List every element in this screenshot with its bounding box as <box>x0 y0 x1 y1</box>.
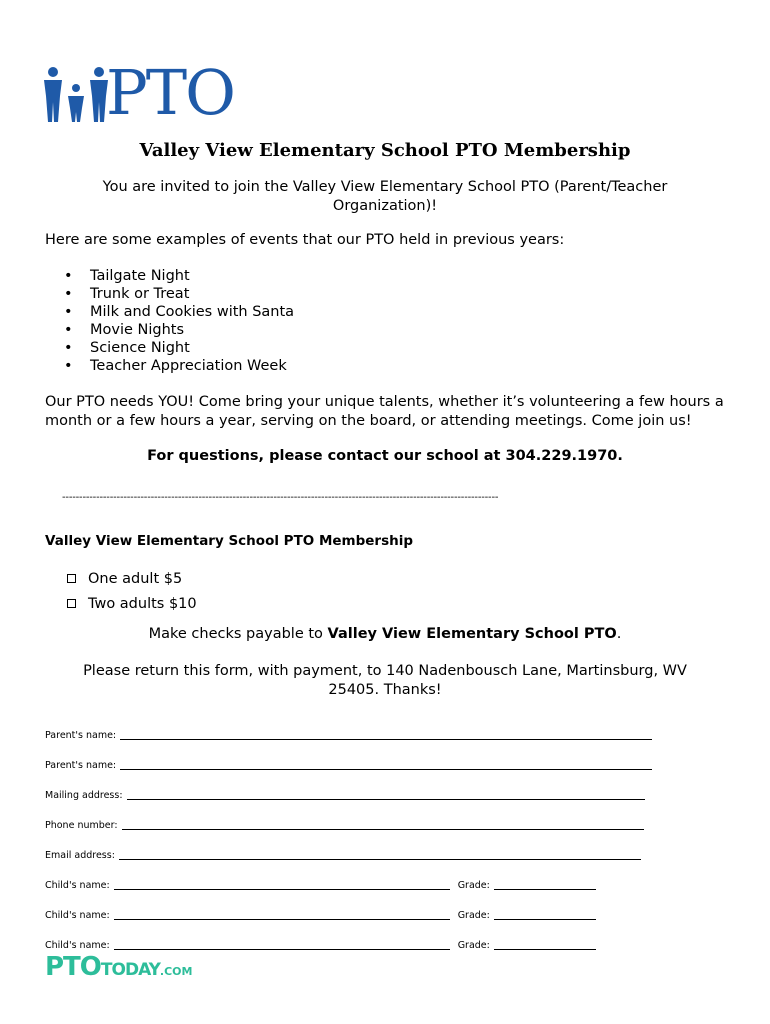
field-label: Mailing address: <box>45 790 123 801</box>
bullet-icon: • <box>64 304 73 320</box>
list-item: • Teacher Appreciation Week <box>45 357 294 375</box>
footer-logo-pto: PTO <box>45 952 101 982</box>
phone-number-input[interactable] <box>122 820 644 830</box>
list-item: • Milk and Cookies with Santa <box>45 303 294 321</box>
payee-name: Valley View Elementary School PTO <box>327 626 617 642</box>
bullet-icon: • <box>64 268 73 284</box>
field-label: Email address: <box>45 850 115 861</box>
phone-number-field[interactable] <box>45 820 652 850</box>
bullet-icon: • <box>64 358 73 374</box>
grade-input[interactable] <box>494 910 596 920</box>
volunteer-paragraph: Our PTO needs YOU! Come bring your unique talents, whether it’s volunteering a few hours a month or a few hours a year, serving on the board, or attending meetings. Come join us! <box>45 394 724 429</box>
return-instructions: Please return this form, with payment, to 140 Nadenbousch Lane, Martinsburg, WV 25405. Thanks! <box>83 663 687 698</box>
family-people-icon <box>44 66 108 124</box>
option-label: One adult $5 <box>88 570 183 587</box>
contact-line: For questions, please contact our school at 304.229.1970. <box>147 448 623 464</box>
list-item: • Trunk or Treat <box>45 285 294 303</box>
option-one-adult[interactable] <box>67 566 197 591</box>
membership-options <box>67 566 197 616</box>
page-title: Valley View Elementary School PTO Membership <box>139 140 631 161</box>
pto-logo <box>44 56 234 129</box>
form-fields <box>45 730 652 970</box>
bullet-icon: • <box>64 322 73 338</box>
list-item: • Tailgate Night <box>45 267 294 285</box>
child-name-input[interactable] <box>114 880 450 890</box>
email-address-input[interactable] <box>119 850 641 860</box>
parent-name-field-1[interactable] <box>45 730 652 760</box>
field-label: Parent's name: <box>45 730 117 741</box>
logo-text: PTO <box>106 56 234 129</box>
footer-logo-today: TODAY <box>100 960 160 980</box>
parent-name-input[interactable] <box>120 760 652 770</box>
field-label: Parent's name: <box>45 760 117 771</box>
grade-input[interactable] <box>494 880 596 890</box>
grade-label: Grade: <box>457 910 490 921</box>
checkbox-icon[interactable] <box>67 599 76 608</box>
list-item: • Movie Nights <box>45 321 294 339</box>
field-label: Phone number: <box>45 820 118 831</box>
parent-name-input[interactable] <box>120 730 652 740</box>
option-label: Two adults $10 <box>88 595 197 612</box>
child-name-field-1[interactable] <box>45 880 652 910</box>
mailing-address-field[interactable] <box>45 790 652 820</box>
invitation-text: You are invited to join the Valley View Elementary School PTO (Parent/Teacher Organization)! <box>102 179 668 214</box>
checkbox-icon[interactable] <box>67 574 76 583</box>
examples-intro: Here are some examples of events that our PTO held in previous years: <box>45 232 565 248</box>
cut-line-divider: -------------------------------------------------------------------------------------------------------------------------------- <box>62 492 499 503</box>
grade-label: Grade: <box>457 880 490 891</box>
field-label: Child's name: <box>45 880 110 891</box>
list-item: • Science Night <box>45 339 294 357</box>
parent-name-field-2[interactable] <box>45 760 652 790</box>
pto-today-logo <box>45 952 192 982</box>
bullet-icon: • <box>64 340 73 356</box>
footer-logo-com: .COM <box>159 965 193 978</box>
mailing-address-input[interactable] <box>127 790 645 800</box>
grade-label: Grade: <box>457 940 490 951</box>
field-label: Child's name: <box>45 940 110 951</box>
child-name-input[interactable] <box>114 940 450 950</box>
child-name-field-2[interactable] <box>45 910 652 940</box>
grade-input[interactable] <box>494 940 596 950</box>
email-address-field[interactable] <box>45 850 652 880</box>
child-name-input[interactable] <box>114 910 450 920</box>
events-list <box>45 267 294 375</box>
option-two-adults[interactable] <box>67 591 197 616</box>
checks-payable-note: Make checks payable to Valley View Elementary School PTO. <box>148 626 622 642</box>
membership-section-title: Valley View Elementary School PTO Membership <box>45 533 414 549</box>
field-label: Child's name: <box>45 910 110 921</box>
bullet-icon: • <box>64 286 73 302</box>
